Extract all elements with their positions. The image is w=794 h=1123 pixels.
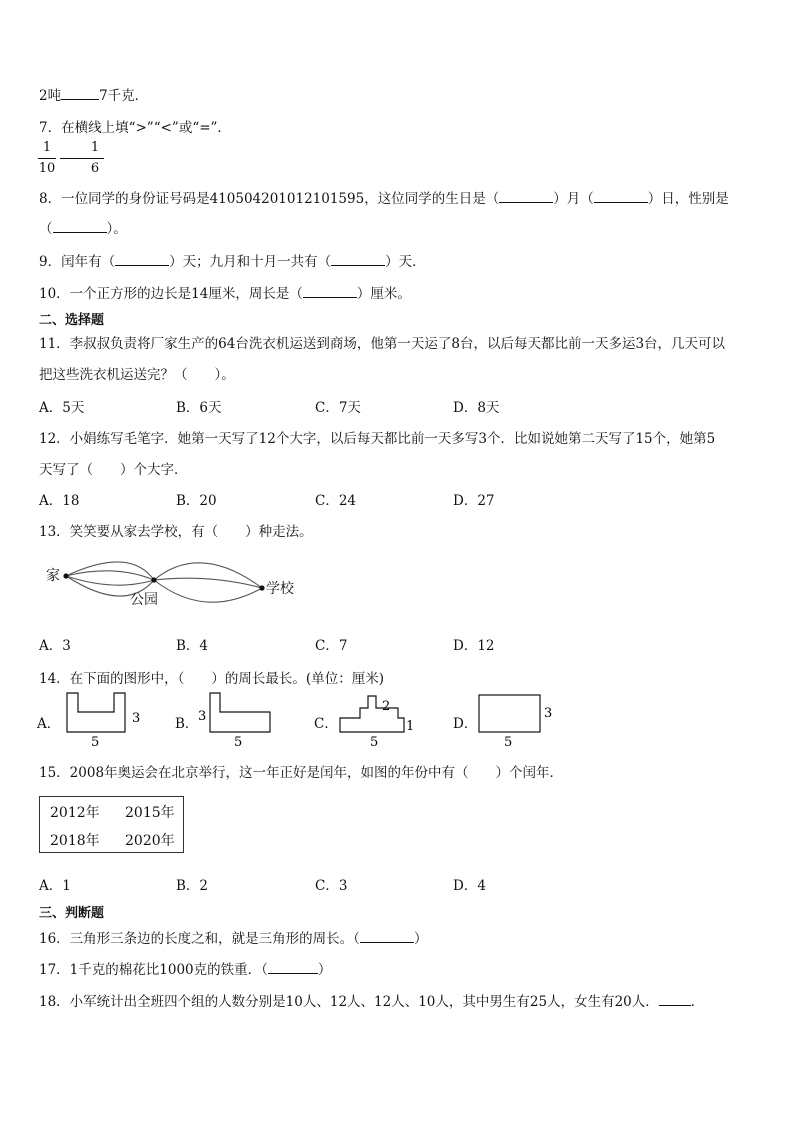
shape-d-outline — [479, 695, 540, 732]
fraction-denominator: 6 — [90, 161, 100, 176]
shape-option-c-label[interactable]: C． — [314, 716, 338, 732]
q15-text: 15．2008年奥运会在北京举行，这一年正好是闰年，如图的年份中有（ ）个闰年． — [39, 765, 564, 781]
shape-option-a-label[interactable]: A． — [37, 716, 61, 732]
q8-line2 — [39, 217, 127, 237]
section-heading-choice: 二、选择题 — [39, 313, 105, 328]
option-d[interactable]: D．8天 — [453, 400, 500, 416]
q17-text-b: ） — [317, 962, 332, 978]
answer-blank[interactable] — [499, 188, 553, 203]
fraction-1-6 — [86, 140, 104, 177]
q11-line2: 把这些洗衣机运送完？（ ）。 — [39, 367, 235, 383]
answer-blank[interactable] — [53, 218, 107, 233]
answer-blank[interactable] — [594, 188, 648, 203]
year-2015: 2015年 — [125, 805, 175, 821]
option-d[interactable]: D．12 — [453, 638, 495, 654]
q13-text: 13．笑笑要从家去学校，有（ ）种走法。 — [39, 524, 313, 540]
option-a[interactable]: A．3 — [39, 638, 71, 654]
answer-blank[interactable] — [303, 283, 357, 298]
option-b[interactable]: B．4 — [176, 638, 209, 654]
q9-text-b: ）天；九月和十月一共有（ — [169, 254, 332, 270]
answer-blank[interactable] — [360, 928, 414, 943]
q17-line — [39, 958, 331, 978]
option-b[interactable]: B．2 — [176, 878, 209, 894]
fraction-bar — [38, 158, 56, 159]
fraction-1-10 — [38, 140, 56, 177]
q17-text-a: 17．1千克的棉花比1000克的铁重．（ — [39, 962, 268, 978]
q16-text-a: 16．三角形三条边的长度之和，就是三角形的周长。（ — [39, 931, 360, 947]
option-a[interactable]: A．18 — [39, 493, 80, 509]
shape-c-width-label: 5 — [370, 735, 379, 748]
option-b[interactable]: B．20 — [176, 493, 217, 509]
q7-text: 7．在横线上填“>”“<”或“=”． — [39, 120, 231, 136]
q8-text-b: ）月（ — [553, 191, 594, 207]
route-home-park-2 — [66, 571, 154, 580]
option-a[interactable]: A．1 — [39, 878, 71, 894]
shape-option-b-label[interactable]: B． — [175, 716, 199, 732]
q10-text-a: 10．一个正方形的边长是14厘米，周长是（ — [39, 286, 303, 302]
option-d[interactable]: D．27 — [453, 493, 495, 509]
route-park-school-3 — [154, 580, 262, 602]
option-c[interactable]: C．24 — [315, 493, 357, 509]
route-park-school-2 — [154, 578, 262, 588]
shape-a-figure — [66, 692, 146, 748]
option-d[interactable]: D．4 — [453, 878, 486, 894]
shape-a-height-label: 3 — [132, 711, 141, 726]
year-2020: 2020年 — [125, 833, 175, 849]
q8-text-e: ）。 — [106, 221, 127, 237]
q14-text: 14．在下面的图形中，（ ）的周长最长。(单位：厘米) — [39, 671, 384, 687]
year-box — [39, 796, 184, 853]
option-b[interactable]: B．6天 — [176, 400, 222, 416]
fraction-numerator: 1 — [90, 140, 100, 155]
q11-line1: 11．李叔叔负责将厂家生产的64台洗衣机运送到商场，他第一天运了8台，以后每天都比前一天多运3台，几天可以 — [39, 336, 726, 352]
q12-line2: 天写了（ ）个大字． — [39, 462, 188, 478]
year-2012: 2012年 — [50, 805, 100, 821]
school-dot — [259, 585, 264, 590]
shape-option-d-label[interactable]: D． — [453, 716, 478, 732]
answer-blank[interactable] — [115, 251, 169, 266]
shape-c-outline — [340, 696, 404, 732]
shape-c-figure — [338, 692, 418, 748]
shape-b-figure — [196, 692, 276, 748]
shape-c-right-label: 1 — [406, 719, 415, 734]
q8-text-c: ）日，性别是 — [647, 191, 729, 207]
park-label: 公园 — [130, 592, 158, 608]
shape-d-width-label: 5 — [504, 735, 513, 748]
option-a[interactable]: A．5天 — [39, 400, 85, 416]
answer-blank[interactable] — [331, 251, 385, 266]
fraction-denominator: 10 — [38, 161, 56, 176]
q16-line — [39, 927, 427, 947]
q16-text-b: ） — [413, 931, 428, 947]
prev-b: 7千克． — [99, 88, 149, 104]
q8-line1 — [39, 187, 729, 207]
park-dot — [151, 577, 156, 582]
prev-a: 2吨 — [39, 88, 62, 104]
q9-text-a: 9．闰年有（ — [39, 254, 116, 270]
q18-text-b: ． — [690, 994, 705, 1010]
option-c[interactable]: C．7天 — [315, 400, 361, 416]
q8-text-a: 8．一位同学的身份证号码是410504201012101595，这位同学的生日是（ — [39, 191, 500, 207]
shape-a-outline — [67, 693, 125, 732]
option-c[interactable]: C．7 — [315, 638, 348, 654]
home-dot — [63, 573, 68, 578]
shape-b-outline — [210, 693, 270, 732]
school-label: 学校 — [266, 581, 294, 597]
answer-blank[interactable] — [659, 991, 691, 1006]
shape-d-figure — [478, 692, 558, 748]
route-diagram — [40, 550, 310, 612]
shape-b-height-label: 3 — [198, 709, 207, 724]
prev-question-line — [39, 84, 148, 104]
q18-text-a: 18．小军统计出全班四个组的人数分别是10人、12人、12人、10人，其中男生有25人，女生有20人． — [39, 994, 659, 1010]
q9-line — [39, 250, 426, 270]
q18-line — [39, 990, 704, 1010]
answer-blank[interactable] — [268, 959, 318, 974]
q10-line — [39, 282, 411, 302]
home-label: 家 — [46, 568, 60, 584]
compare-blank[interactable] — [60, 158, 86, 159]
shape-c-top-label: 2 — [382, 699, 391, 714]
shape-a-width-label: 5 — [91, 735, 100, 748]
q8-text-d: （ — [39, 221, 53, 237]
shape-d-height-label: 3 — [544, 706, 553, 721]
option-c[interactable]: C．3 — [315, 878, 348, 894]
shape-b-width-label: 5 — [234, 735, 243, 748]
answer-blank[interactable] — [61, 85, 99, 100]
section-heading-judge: 三、判断题 — [39, 906, 105, 921]
q9-text-c: ）天． — [385, 254, 426, 270]
fraction-bar — [86, 158, 104, 159]
fraction-numerator: 1 — [42, 140, 52, 155]
q10-text-b: ）厘米。 — [356, 286, 411, 302]
q12-line1: 12．小娟练写毛笔字．她第一天写了12个大字，以后每天都比前一天多写3个．比如说她第二天写了15个，她第5 — [39, 431, 716, 447]
year-2018: 2018年 — [50, 833, 100, 849]
